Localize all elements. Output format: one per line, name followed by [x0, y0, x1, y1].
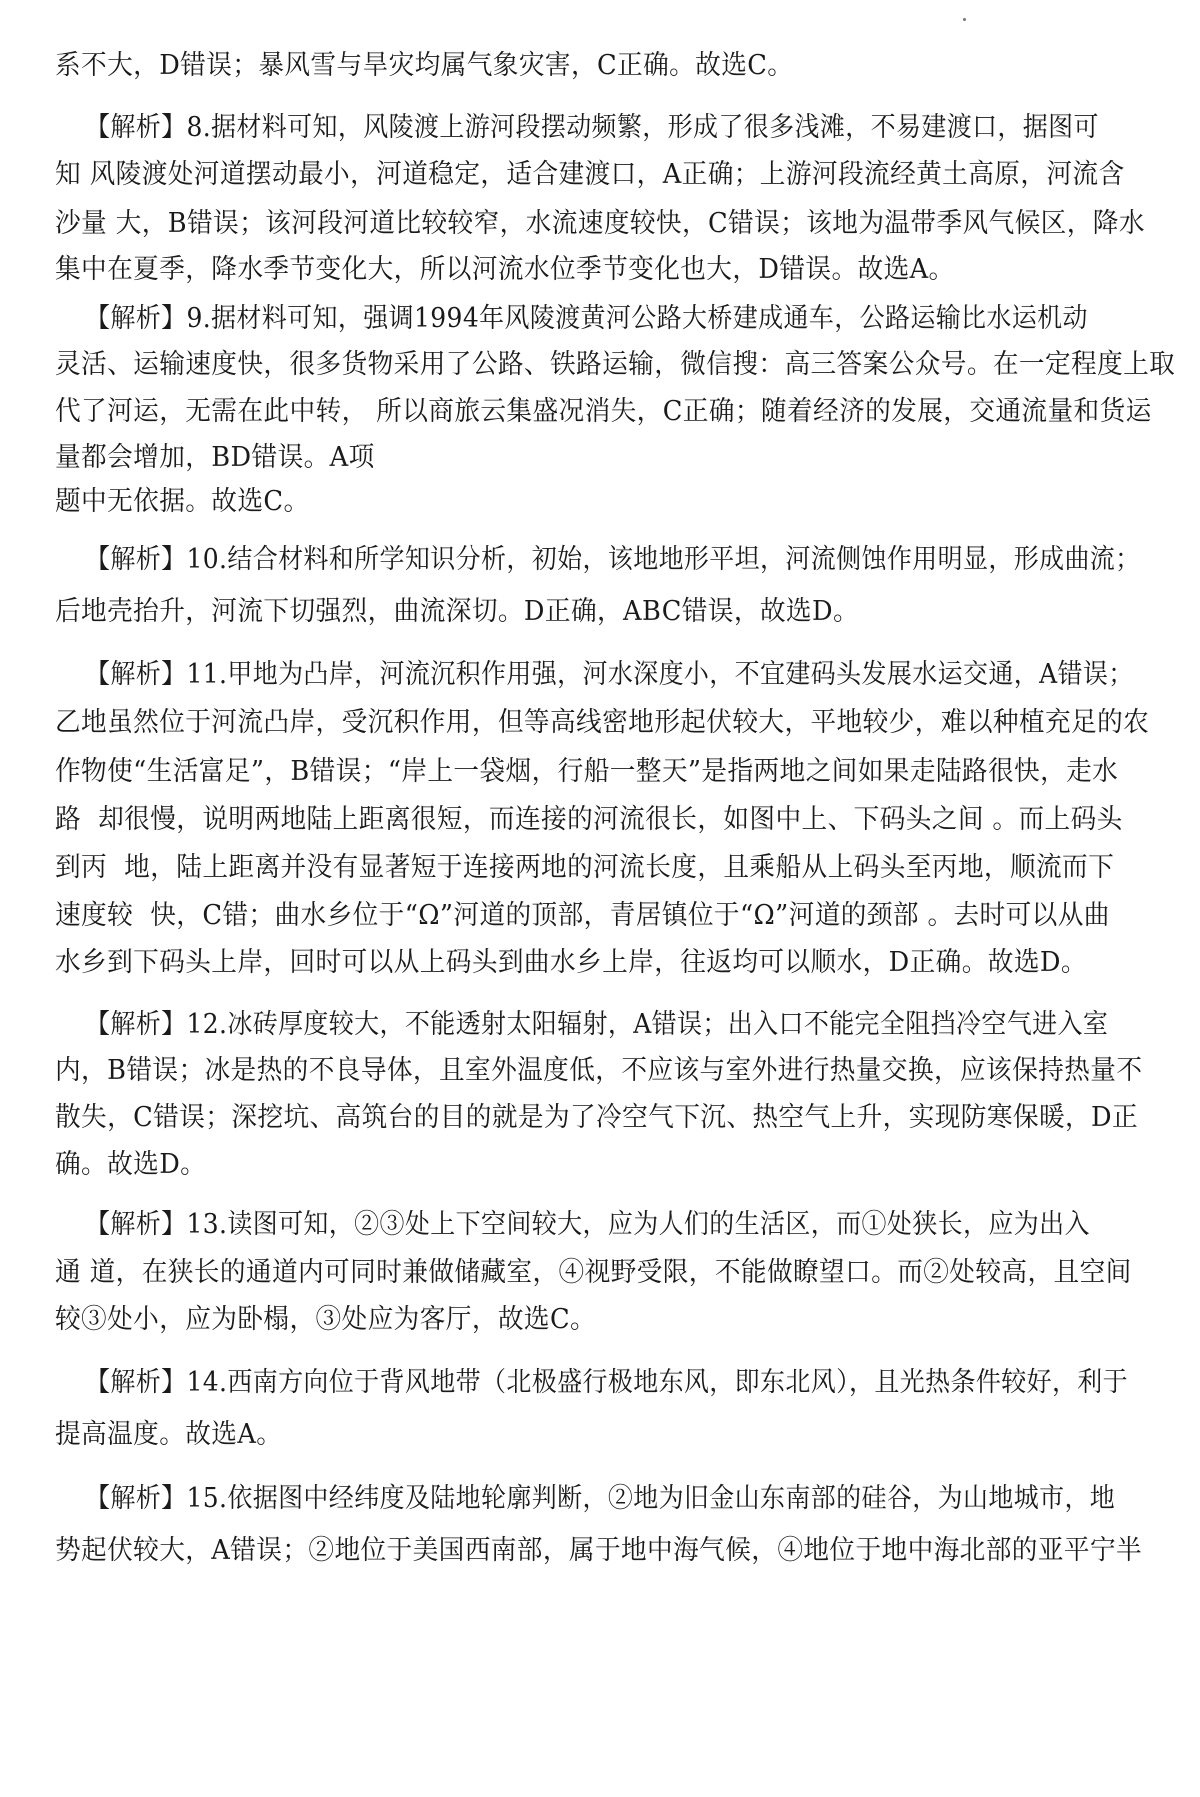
text-line: 知 风陵渡处河道摆动最小，河道稳定，适合建渡口，A正确；上游河段流经黄土高原，河流含 — [55, 159, 1125, 190]
text-line: 通 道，在狭长的通道内可同时兼做储藏室，④视野受限，不能做瞭望口。而②处较高，且空间 — [55, 1257, 1132, 1288]
text-line: 较③处小，应为卧榻，③处应为客厅，故选C。 — [55, 1304, 597, 1335]
text-line: 代了河运，无需在此中转， 所以商旅云集盛况消失，C正确；随着经济的发展，交通流量和货运 — [55, 396, 1152, 427]
text-line: 作物使“生活富足”，B错误；“岸上一袋烟，行船一整天”是指两地之间如果走陆路很快，走水 — [55, 756, 1119, 787]
text-line: 系不大，D错误；暴风雪与旱灾均属气象灾害，C正确。故选C。 — [55, 50, 794, 81]
text-line: 【解析】13.读图可知，②③处上下空间较大，应为人们的生活区，而①处狭长，应为出入 — [85, 1209, 1090, 1240]
text-line: 【解析】9.据材料可知，强调1994年风陵渡黄河公路大桥建成通车，公路运输比水运机动 — [85, 303, 1088, 334]
text-line: 灵活、运输速度快，很多货物采用了公路、铁路运输，微信搜：高三答案公众号。在一定程度上取 — [55, 349, 1176, 380]
text-line: 乙地虽然位于河流凸岸，受沉积作用，但等高线密地形起伏较大，平地较少，难以种植充足的农 — [55, 707, 1150, 738]
text-line: 内，B错误；冰是热的不良导体，且室外温度低，不应该与室外进行热量交换，应该保持热量不 — [55, 1055, 1143, 1086]
text-line: 【解析】10.结合材料和所学知识分析，初始，该地地形平坦，河流侧蚀作用明显，形成曲流； — [85, 544, 1141, 575]
text-line: 量都会增加，BD错误。A项 — [55, 442, 375, 473]
text-line: 路 却很慢，说明两地陆上距离很短，而连接的河流很长，如图中上、下码头之间 。而上码头 — [55, 804, 1123, 835]
text-line: 沙量 大，B错误；该河段河道比较较窄，水流速度较快，C错误；该地为温带季风气候区，降水 — [55, 208, 1145, 239]
text-line: 确。故选D。 — [55, 1149, 207, 1180]
text-line: 散失，C错误；深挖坑、高筑台的目的就是为了冷空气下沉、热空气上升，实现防寒保暖，D正 — [55, 1102, 1139, 1133]
text-line: 后地壳抬升，河流下切强烈，曲流深切。D正确，ABC错误，故选D。 — [55, 596, 859, 627]
scan-dot — [963, 18, 966, 21]
text-line: 【解析】8.据材料可知，风陵渡上游河段摆动频繁，形成了很多浅滩，不易建渡口，据图可 — [85, 112, 1099, 143]
text-line: 势起伏较大，A错误；②地位于美国西南部，属于地中海气候，④地位于地中海北部的亚平宁半 — [55, 1535, 1143, 1566]
text-line: 到丙 地，陆上距离并没有显著短于连接两地的河流长度，且乘船从上码头至丙地，顺流而下 — [55, 852, 1115, 883]
text-line: 【解析】12.冰砖厚度较大，不能透射太阳辐射，A错误；出入口不能完全阻挡冷空气进入室 — [85, 1009, 1109, 1040]
text-line: 【解析】11.甲地为凸岸，河流沉积作用强，河水深度小，不宜建码头发展水运交通，A错误； — [85, 659, 1134, 690]
text-line: 提高温度。故选A。 — [55, 1419, 283, 1450]
text-line: 【解析】15.依据图中经纬度及陆地轮廓判断，②地为旧金山东南部的硅谷，为山地城市，地 — [85, 1483, 1116, 1514]
text-line: 【解析】14.西南方向位于背风地带（北极盛行极地东风，即东北风），且光热条件较好，利于 — [85, 1367, 1129, 1398]
text-line: 水乡到下码头上岸，回时可以从上码头到曲水乡上岸，往返均可以顺水，D正确。故选D。 — [55, 947, 1087, 978]
text-line: 题中无依据。故选C。 — [55, 486, 310, 517]
text-line: 速度较 快，C错；曲水乡位于“Ω”河道的顶部，青居镇位于“Ω”河道的颈部 。去时可以从曲 — [55, 900, 1110, 931]
text-line: 集中在夏季，降水季节变化大，所以河流水位季节变化也大，D错误。故选A。 — [55, 254, 955, 285]
